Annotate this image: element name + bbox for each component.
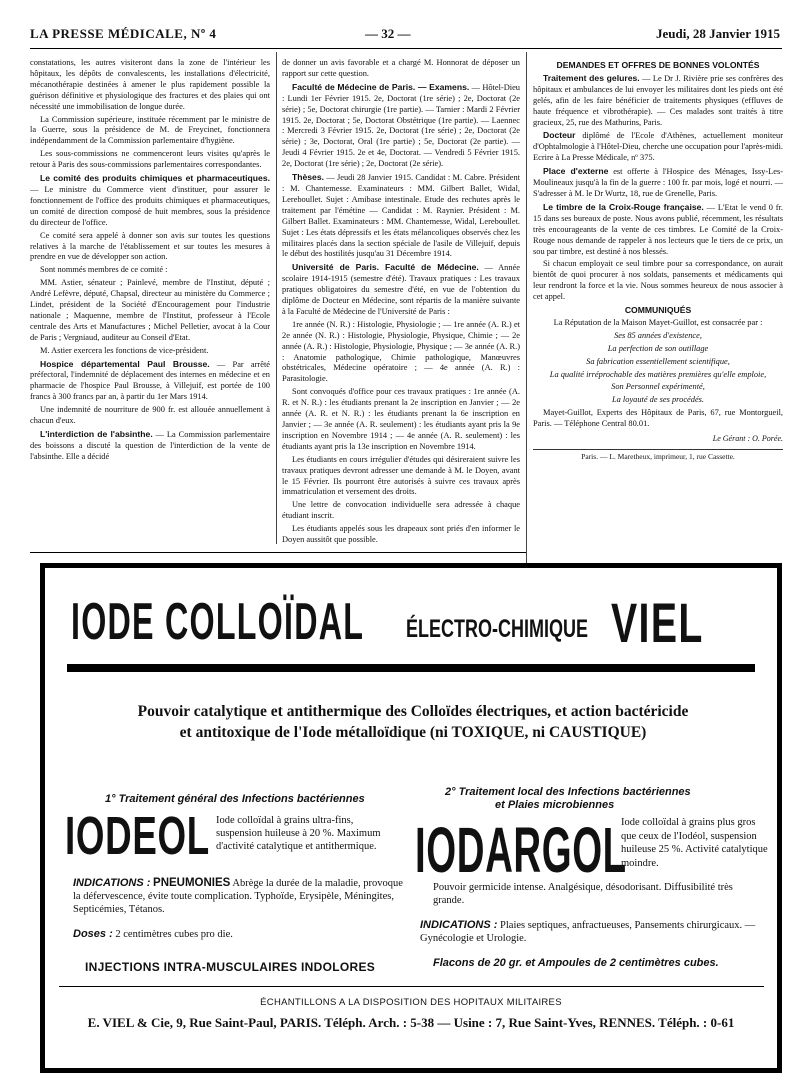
- article-heading: L'interdiction de l'absinthe.: [40, 429, 153, 439]
- injections-line: INJECTIONS INTRA-MUSCULAIRES INDOLORES: [85, 960, 376, 974]
- doses-text: 2 centimètres cubes pro die.: [112, 929, 233, 940]
- article-heading: Université de Paris. Faculté de Médecine.: [292, 262, 479, 273]
- ad-brand: VIEL: [611, 591, 704, 654]
- issue-date: Jeudi, 28 Janvier 1915: [656, 26, 780, 41]
- iodeol-indications: [73, 877, 403, 916]
- communique-line: La loyauté de ses procédés.: [611, 395, 705, 405]
- iodargol-indications: [420, 919, 760, 945]
- article: [30, 173, 270, 229]
- article: [282, 172, 520, 260]
- paragraph: MM. Astier, sénateur ; Painlevé, membre de l'Institut, député ; André Lefèvre, député, Chapsal, directeur au ministère du Commerce ; Lindet, président de la Société d'Encouragement pour l'industrie nationale ; Maquenne, membre de l'Institut, professeur à l'Ecole centrale des Arts et Manufactures ; Michel Pelletier, avocat à la Cour de Paris ; Vergniaud, auditeur au Conseil d'Etat.: [30, 278, 270, 342]
- communique-line: La Réputation de la Maison Mayet-Guillot, est consacrée par :: [553, 317, 763, 327]
- communique-line: Mayet-Guillot, Experts des Hôpitaux de Paris, 67, rue Montorgueil, Paris. — Téléphone Central 80.01.: [533, 408, 783, 429]
- article-heading: Traitement des gelures.: [543, 72, 640, 83]
- ad-intro-line: Pouvoir catalytique et antithermique des Colloïdes électriques, et action bactéricide: [137, 703, 689, 720]
- communique-line: La qualité irréprochable des matières premières qu'elle emploie,: [549, 369, 767, 379]
- doses-label: Doses :: [73, 928, 113, 940]
- paragraph: M. Astier exercera les fonctions de vice-président.: [40, 345, 209, 355]
- paragraph: Les étudiants en cours irrégulier d'études qui désireraient suivre les travaux pratiques devront adresser une demande à M. le Doyen, avant le 15 Février. Ils pourront être autorisés à suivre ces travaux après immatriculation et versement des droits.: [282, 454, 520, 497]
- ad-title-sub: ÉLECTRO-CHIMIQUE: [406, 615, 589, 643]
- iodeol-product-name: IODEOL: [65, 806, 210, 866]
- article-text: — L'Etat le vend 0 fr. 15 dans ses bureaux de poste. Nous avons publié, récemment, les résultats très encourageants de la vente de ces timbres. Le Comité de la Croix-Rouge nous demande de rappeler à nos lecteurs que le tiers de ce prix, un sou par timbre, est destiné à nos blessés.: [533, 202, 783, 256]
- indications-main: PNEUMONIES: [153, 877, 231, 889]
- article: [282, 262, 520, 318]
- article-text: — Hôtel-Dieu : Lundi 1er Février 1915. 2e, Doctorat (1re série) ; 2e, Doctorat (2e série) ; 5e, Doctorat chirurgie (1re partie). — Tarnier : Mardi 2 Février 1915. 2e, Doctorat ; 5e, Doctorat Obstétrique (1re partie). — Laennec : Mercredi 3 Février 1915. 2e, Doctorat (1re série) ; 2e, Doctorat (2e série) ; 3e, Doctorat, Oral (1re partie) ; 5e, Doctorat (2e partie). — Jeudi 4 Février 1915. 2e et 4e, Doctorat. — Vendredi 5 Février 1915. 2e, Doctorat (1re série) ; 2e, Doctorat (2e série).: [282, 82, 520, 169]
- page-header: [30, 26, 780, 46]
- gerant-signature: Le Gérant : O. Porée.: [712, 434, 783, 444]
- paragraph: de donner un avis favorable et a chargé M. Honnorat de déposer un rapport sur cette question.: [282, 58, 520, 78]
- paragraph: Si chacun employait ce seul timbre pour sa correspondance, on aurait bientôt de quoi procurer à nos soldats, pansements et médicaments qui leur rendront la force et la vie. Nous sommes heureux de nous associer à cet appel.: [533, 259, 783, 302]
- ad-title-main: IODE COLLOÏDAL: [71, 593, 365, 651]
- article: [30, 429, 270, 463]
- communique-line: Ses 85 années d'existence,: [614, 330, 702, 340]
- article-text: — Le ministre du Commerce vient d'instituer, pour assurer le fonctionnement de l'office des produits chimiques et pharmaceutiques, un comité de direction composé de huit membres, sous la présidence du directeur de l'office.: [30, 184, 270, 227]
- paragraph: Sont convoqués d'office pour ces travaux pratiques : 1re année (A. R. et N. R.) : les étudiants prenant la 2e inscription en Janvier ; — 2e année (A. R. et N. R.) : les étudiants prenant la 6e inscription en Janvier ; — 3e année (A. R. seulement) : les étudiants ayant pris la 9e inscription en Novembre 1914 ; — 4e année (A. R. seulement) : les étudiants ayant pris la 13e inscription en Novembre 1914.: [282, 387, 520, 451]
- article: [282, 82, 520, 170]
- indications-label: INDICATIONS :: [73, 877, 151, 889]
- iodeol-description: Iode colloïdal à grains ultra-fins, suspension huileuse à 20 %. Maximum d'activité catalytique et antithermique.: [216, 815, 381, 852]
- indications-text: Abrège la durée de la maladie, provoque la défervescence, évite toute complication. Typhoïde, Erysipèle, Méningites, Septicémies, Tétanos.: [73, 878, 403, 915]
- ad-intro-line: et antitoxique de l'Iode métalloïdique (ni TOXIQUE, ni CAUSTIQUE): [179, 724, 647, 741]
- iodargol-description: Iode colloïdal à grains plus gros que ceux de l'Iodéol, suspension huileuse 25 %. Activité catalytique moindre.: [621, 817, 768, 869]
- article-heading: Hospice départemental Paul Brousse.: [40, 358, 210, 369]
- article-text: — Année scolaire 1914-1915 (semestre d'été). Travaux pratiques : Les travaux pratiques obligatoires du semestre d'été, en vue de l'obtention du diplôme de Docteur en Médecine, sont répartis de la manière suivante à la Faculté de Médecine de l'Université de Paris :: [282, 263, 520, 316]
- article: [533, 166, 783, 200]
- column-divider: [526, 52, 527, 566]
- section-heading: COMMUNIQUÉS: [624, 305, 692, 316]
- company-address: E. VIEL & Cie, 9, Rue Saint-Paul, PARIS. Téléph. Arch. : 5-38 — Usine : 7, Rue Saint-Yves, RENNES. Téléph. : 0-61: [87, 1015, 735, 1030]
- paragraph: constatations, les autres visiteront dans la zone de l'intérieur les hôpitaux, les dépôts de convalescents, les installations d'électricité, mécanothérapie destinées à amener le plus rapidement possible la guérison définitive et physiologique des fractures et des plaies qui ont nécessité une immobilisation de longue durée.: [30, 58, 270, 111]
- column-2: [282, 58, 520, 550]
- column-3: [533, 58, 783, 553]
- communique-line: Sa fabrication essentiellement scientifique,: [586, 356, 730, 366]
- ad-intro: [85, 701, 741, 743]
- article-heading: Le comité des produits chimiques et pharmaceutiques.: [40, 173, 270, 184]
- iodargol-packaging: Flacons de 20 gr. et Ampoules de 2 centimètres cubes.: [433, 957, 719, 969]
- communique-line: Son Personnel expérimenté,: [611, 382, 705, 392]
- column-divider: [276, 52, 277, 544]
- article: [30, 359, 270, 404]
- article-text: — Jeudi 28 Janvier 1915. Candidat : M. Cabre. Président : M. Chantemesse. Examinateurs : MM. Gilbert Ballet, Widal, Lereboullet. Sujet : Amibase intestinale. Etude des rechutes après le traitement par l'émétine — Candidat : M. Raynier. Président : M. Gilbert Ballet. Examinateurs : MM. Chantemesse, Widal, Lereboullet. Sujet : Les états dépressifs et les états mélancoliques observés chez les militaires placés dans la section spéciale de l'asile de Villejuif, depuis le début des hostilités jusqu'au 31 Décembre 1914.: [282, 173, 520, 259]
- header-rule: [30, 48, 782, 49]
- page-number: — 32 —: [365, 26, 411, 41]
- paragraph: 1re année (N. R.) : Histologie, Physiologie ; — 1re année (A. R.) et 2e année (N. R.) : Histologie, Physiologie, Physique, Chimie ; — 2e année (A. R.) : Histologie, Physiologie, Physique ; — 3e année (A. R.) : Anatomie pathologique, Chimie pathologique, Manœuvres obstétricales, Médecine opératoire ; — 4e année (A. R.) : Parasitologie.: [282, 319, 520, 384]
- article-heading: Place d'externe: [543, 166, 609, 177]
- paragraph: Les sous-commissions ne commenceront leurs visites qu'après le retour à Paris des sous-commissions parlementaires correspondantes.: [30, 149, 270, 170]
- article: [533, 202, 783, 258]
- samples-notice: ÉCHANTILLONS A LA DISPOSITION DES HOPITAUX MILITAIRES: [260, 997, 562, 1008]
- subtitle-line: et Plaies microbiennes: [495, 799, 615, 811]
- article-heading: Faculté de Médecine de Paris. — Examens.: [292, 81, 470, 92]
- iodargol-product-name: IODARGOL: [415, 814, 627, 886]
- column-1: [30, 58, 270, 550]
- paragraph: Une lettre de convocation individuelle sera adressée à chaque étudiant inscrit.: [282, 500, 520, 521]
- article-text: — Le Dr J. Rivière prie ses confrères des hôpitaux et ambulances de lui envoyer les militaires dont les pieds ont été gelés, afin de les faire bénéficier de traitements physiques (effluves de haute fréquence et vibrothérapie). — Ces malades sont traités à titre gracieux, 25, rue des Mathurins, Paris.: [533, 73, 783, 127]
- ad-divider: [59, 986, 764, 987]
- iodargol-properties: Pouvoir germicide intense. Analgésique, désodorisant. Diffusibilité très grande.: [433, 882, 733, 906]
- paragraph: Les étudiants appelés sous les drapeaux sont priés d'en informer le Doyen aussitôt que possible.: [282, 524, 520, 545]
- paragraph: Sont nommés membres de ce comité :: [40, 265, 168, 275]
- printer-line: Paris. — L. Maretheux, imprimeur, 1, rue Cassette.: [533, 449, 783, 463]
- article-heading: Le timbre de la Croix-Rouge française.: [543, 201, 704, 212]
- article: [533, 73, 783, 129]
- article: [533, 130, 783, 164]
- paragraph: Une indemnité de nourriture de 900 fr. est allouée annuellement à chacun d'eux.: [30, 405, 270, 426]
- article-text: est offerte à l'Hospice des Ménages, Issy-Les-Moulineaux jusqu'à la fin de la guerre : 100 fr. par mois, logé et nourri. — S'adresser à M. le Dr Wurtz, 18, rue de Grenelle, Paris.: [533, 167, 783, 198]
- section-heading: DEMANDES ET OFFRES DE BONNES VOLONTÉS: [556, 60, 760, 70]
- subtitle-line: 2° Traitement local des Infections bactériennes: [445, 786, 691, 798]
- indications-text: Plaies septiques, anfractueuses, Pansements chirurgicaux. — Gynécologie et Urologie.: [420, 920, 756, 944]
- article-text: — Par arrêté préfectoral, l'indemnité de déplacement des internes en médecine et en pharmacie de l'hospice Paul Brousse, à Villejuif, est portée de 100 francs à 300 francs par an, à partir du 1er Mars 1914.: [30, 359, 270, 402]
- indications-label: INDICATIONS :: [420, 919, 498, 931]
- journal-title: LA PRESSE MÉDICALE, Nº 4: [30, 26, 217, 41]
- article-heading: Docteur: [543, 130, 576, 141]
- ad-right-subtitle: [445, 786, 691, 812]
- iodeol-doses: [73, 928, 233, 940]
- text-bottom-rule: [30, 552, 526, 553]
- article-heading: Thèses.: [292, 172, 325, 183]
- paragraph: Ce comité sera appelé à donner son avis sur toutes les questions relatives à la marche de l'établissement et sur toutes les mesures à prendre en vue de développer son action.: [30, 230, 270, 262]
- communique-line: La perfection de son outillage: [607, 343, 709, 353]
- ad-title-bar: [67, 664, 755, 672]
- ad-left-subtitle: 1° Traitement général des Infections bactériennes: [105, 793, 365, 805]
- article-text: — La Commission parlementaire des boissons a discuté la question de l'interdiction de la vente de l'absinthe. Elle a décidé: [30, 430, 270, 461]
- article-text: diplômé de l'Ecole d'Athènes, actuellement moniteur d'Ophtalmologie à l'Hôtel-Dieu, cherche une occupation pour l'après-midi. Ecrire à La Presse Médicale, nº 375.: [533, 131, 783, 163]
- paragraph: La Commission supérieure, instituée récemment par le ministre de la Guerre, sous la présidence de M. de Freycinet, fonctionnera indépendamment de la Commission parlementaire d'hygiène.: [30, 114, 270, 146]
- advertisement-box: [40, 563, 782, 1073]
